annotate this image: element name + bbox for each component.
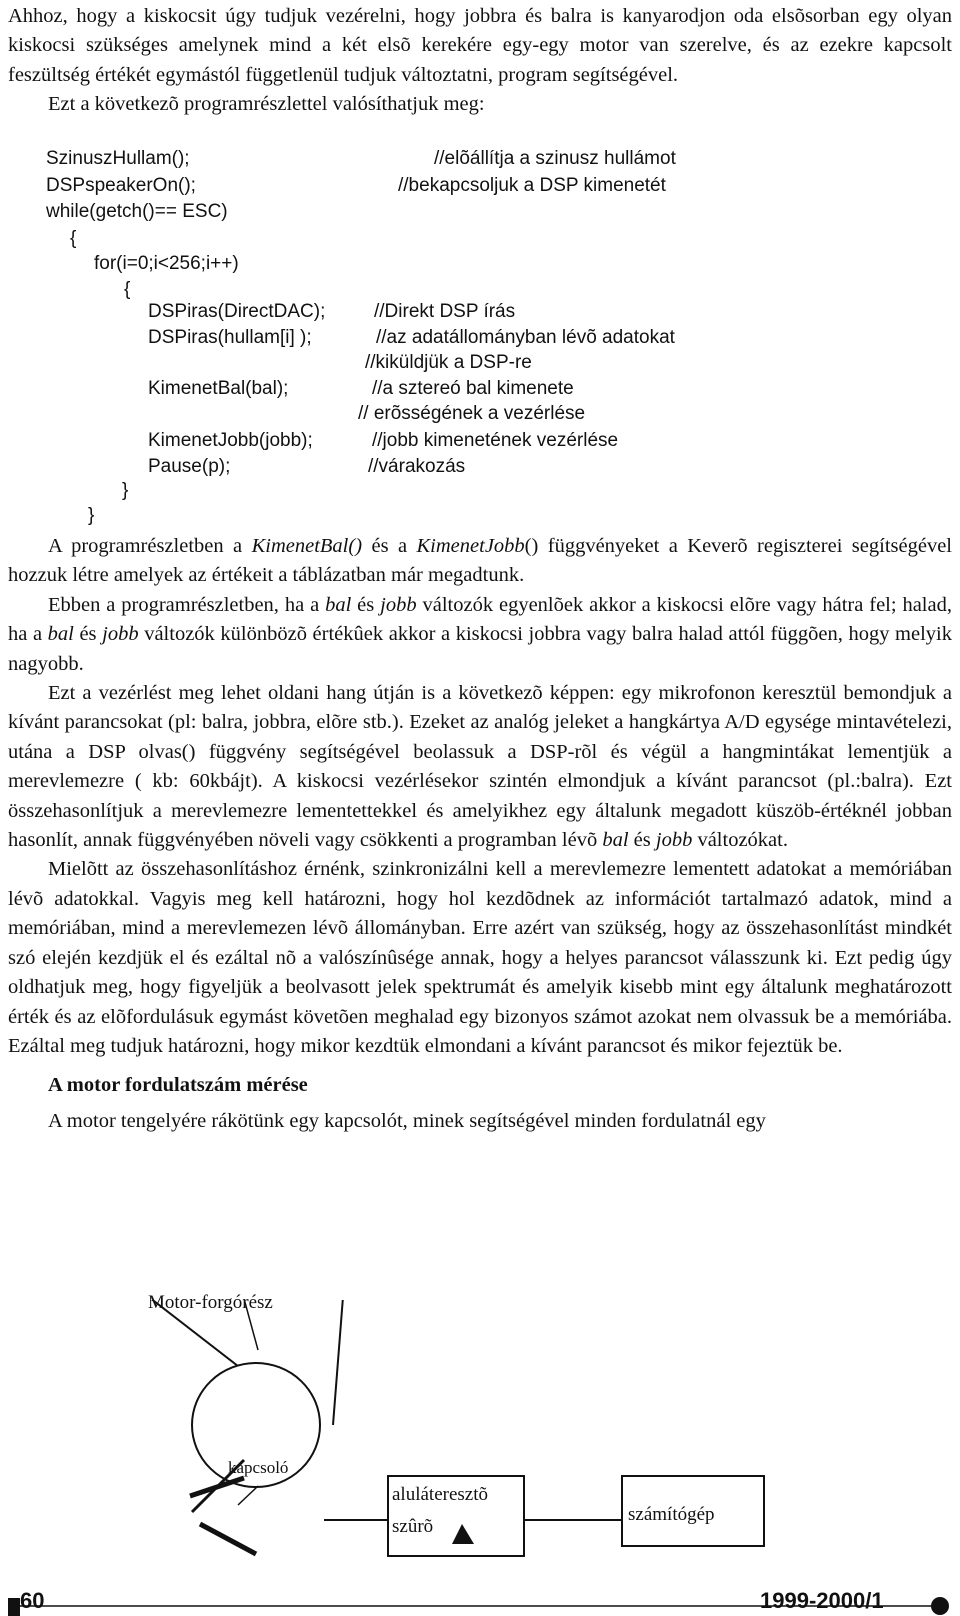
computer-label: számítógép xyxy=(628,1504,715,1525)
page-number: 60 xyxy=(20,1588,45,1613)
variable-name: jobb xyxy=(102,623,139,646)
heading-text: A motor fordulatszám mérése xyxy=(48,1074,308,1097)
section-heading xyxy=(8,1071,952,1100)
code-line: DSPiras(hullam[i] ); xyxy=(148,327,312,348)
code-comment: //elõállítja a szinusz hullámot xyxy=(434,148,676,169)
code-line: } xyxy=(88,505,95,526)
label-pointer-line xyxy=(238,1486,258,1505)
intro-paragraph-1: Ahhoz, hogy a kiskocsit úgy tudjuk vezérelni, hogy jobbra és balra is kanyarodjon oda elsõsorban egy olyan kiskocsi szükséges amelynek mind a két elsõ kerekére egy-egy motor van szerelve, és az ezekre kapcsolt feszültség értékét egymástól függetlenül tudjuk változtatni, program segítségével. xyxy=(8,5,952,86)
function-name: KimenetBal() xyxy=(251,535,363,557)
variable-name: jobb xyxy=(655,829,693,852)
code-line: for(i=0;i<256;i++) xyxy=(94,253,239,274)
text-run: változók különbözõ értékûek akkor a kiskocsi jobbra vagy balra halad attól függõen, hogy melyik nagyobb. xyxy=(8,623,952,675)
variable-name: jobb xyxy=(380,593,417,616)
variable-name: bal xyxy=(325,593,352,616)
motor-diagram xyxy=(8,1292,952,1616)
body-paragraph-5: A motor tengelyére rákötünk egy kapcsolót, minek segítségével minden fordulatnál egy xyxy=(48,1109,766,1132)
code-comment: // erõsségének a vezérlése xyxy=(358,403,586,424)
rotor-label: Motor-forgórész xyxy=(148,1292,273,1313)
text-run: változókat. xyxy=(692,829,788,852)
text-run: () függvényeket a Keverõ regiszterei segítségével hozzuk létre amelyek az értékeit a táblázatban már megadtunk. xyxy=(8,535,952,587)
diagram-drawing xyxy=(8,1300,952,1616)
page xyxy=(8,0,952,1616)
switch-contact xyxy=(200,1524,256,1554)
switch-contact xyxy=(190,1478,244,1496)
text-run: és xyxy=(351,593,381,616)
body-paragraph-2 xyxy=(8,591,952,679)
code-line: { xyxy=(124,279,131,300)
code-comment: //a sztereó bal kimenete xyxy=(372,378,574,399)
text-run: változók egyenlõek akkor a kiskocsi elõre vagy hátra fel; halad, ha a xyxy=(8,593,952,646)
code-line: while(getch()== ESC) xyxy=(46,201,228,222)
code-line: SzinuszHullam(); xyxy=(46,148,190,169)
switch-label: kapcsoló xyxy=(228,1458,289,1477)
code-line: } xyxy=(122,480,129,501)
filter-label: szûrõ xyxy=(392,1516,434,1537)
text-run: és xyxy=(73,623,103,646)
footer-square-marker xyxy=(8,1598,20,1616)
code-comment: //Direkt DSP írás xyxy=(374,301,516,322)
body-paragraph-3 xyxy=(8,679,952,855)
function-name: KimenetJobb xyxy=(416,535,525,557)
intro-block xyxy=(8,2,952,120)
text-run: Ebben a programrészletben, ha a xyxy=(48,593,326,616)
code-comment: //várakozás xyxy=(368,456,466,477)
rotor-edge-line xyxy=(333,1300,344,1425)
intro-paragraph-2: Ezt a következõ programrészlettel valósíthatjuk meg: xyxy=(48,93,485,116)
code-line: DSPspeakerOn(); xyxy=(46,175,196,196)
code-comment: //bekapcsoljuk a DSP kimenetét xyxy=(398,175,666,196)
code-line: Pause(p); xyxy=(148,456,231,477)
text-run: A programrészletben a xyxy=(48,535,252,557)
body-block xyxy=(8,532,952,1136)
footer-dot-marker xyxy=(931,1597,949,1615)
text-run: és a xyxy=(362,535,417,557)
code-line: KimenetBal(bal); xyxy=(148,378,289,399)
body-paragraph-1 xyxy=(8,532,952,591)
code-line: { xyxy=(70,228,77,249)
code-comment: //jobb kimenetének vezérlése xyxy=(372,430,619,451)
variable-name: bal xyxy=(47,623,74,646)
text-run: és xyxy=(628,829,656,852)
text-run: Ezt a vezérlést meg lehet oldani hang útján is a következõ képpen: egy mikrofonon keresztül bemondjuk a kívánt parancsokat (pl: balra, jobbra, elõre stb.). Ezeket az analóg jeleket a hangkártya A/D egysége mintavételezi, utána a DSP olvas() függvény segítségével beolassuk a DSP-rõl és végül a hangmintákat lementjük a merevlemezre ( kb: 60kbájt). A kiskocsi vezérlésekor szintén elmondjuk a kívánt parancsot (pl.:balra). Ezt összehasonlítjuk a merevlemezre lementettekkel és amelyikhez egy általunk megadott küszöb-értéknél jobban hasonlít, annak függvényében növeli vagy csökkenti a programban lévõ xyxy=(8,682,952,852)
code-line: DSPiras(DirectDAC); xyxy=(148,301,326,322)
code-comment: //kiküldjük a DSP-re xyxy=(365,352,532,373)
issue-number: 1999-2000/1 xyxy=(760,1588,884,1613)
code-line: KimenetJobb(jobb); xyxy=(148,430,313,451)
body-paragraph-4: Mielõtt az összehasonlításhoz érnénk, szinkronizálni kell a merevlemezre lementett adatokat a memóriában lévõ adatokkal. Vagyis meg kell határozni, hogy hol kezdõdnek az információt tartalmazó adatok, mind a memóriában, mind a merevlemezen lévõ állományban. Erre azért van szükség, hogy az összehasonlítást mindkét szó elején kezdjük el és ezáltal nõ a valószínûsége annak, hogy a helyes parancsot válasszunk ki. Ezt pedig úgy oldhatjuk meg, hogy figyeljük a beolvasott jelek spektrumát és amelyik kisebb mint egy általunk meghatározott érték és az elõfordulásuk egymást követõen meghalad egy bizonyos számot azokat nem olvassuk be a memóriába. Ezáltal meg tudjuk határozni, hogy mikor kezdtük elmondani a kívánt parancsot és mikor fejeztük be. xyxy=(8,858,952,1057)
filter-label: aluláteresztõ xyxy=(392,1484,489,1505)
code-comment: //az adatállományban lévõ adatokat xyxy=(376,327,675,348)
variable-name: bal xyxy=(602,829,629,852)
